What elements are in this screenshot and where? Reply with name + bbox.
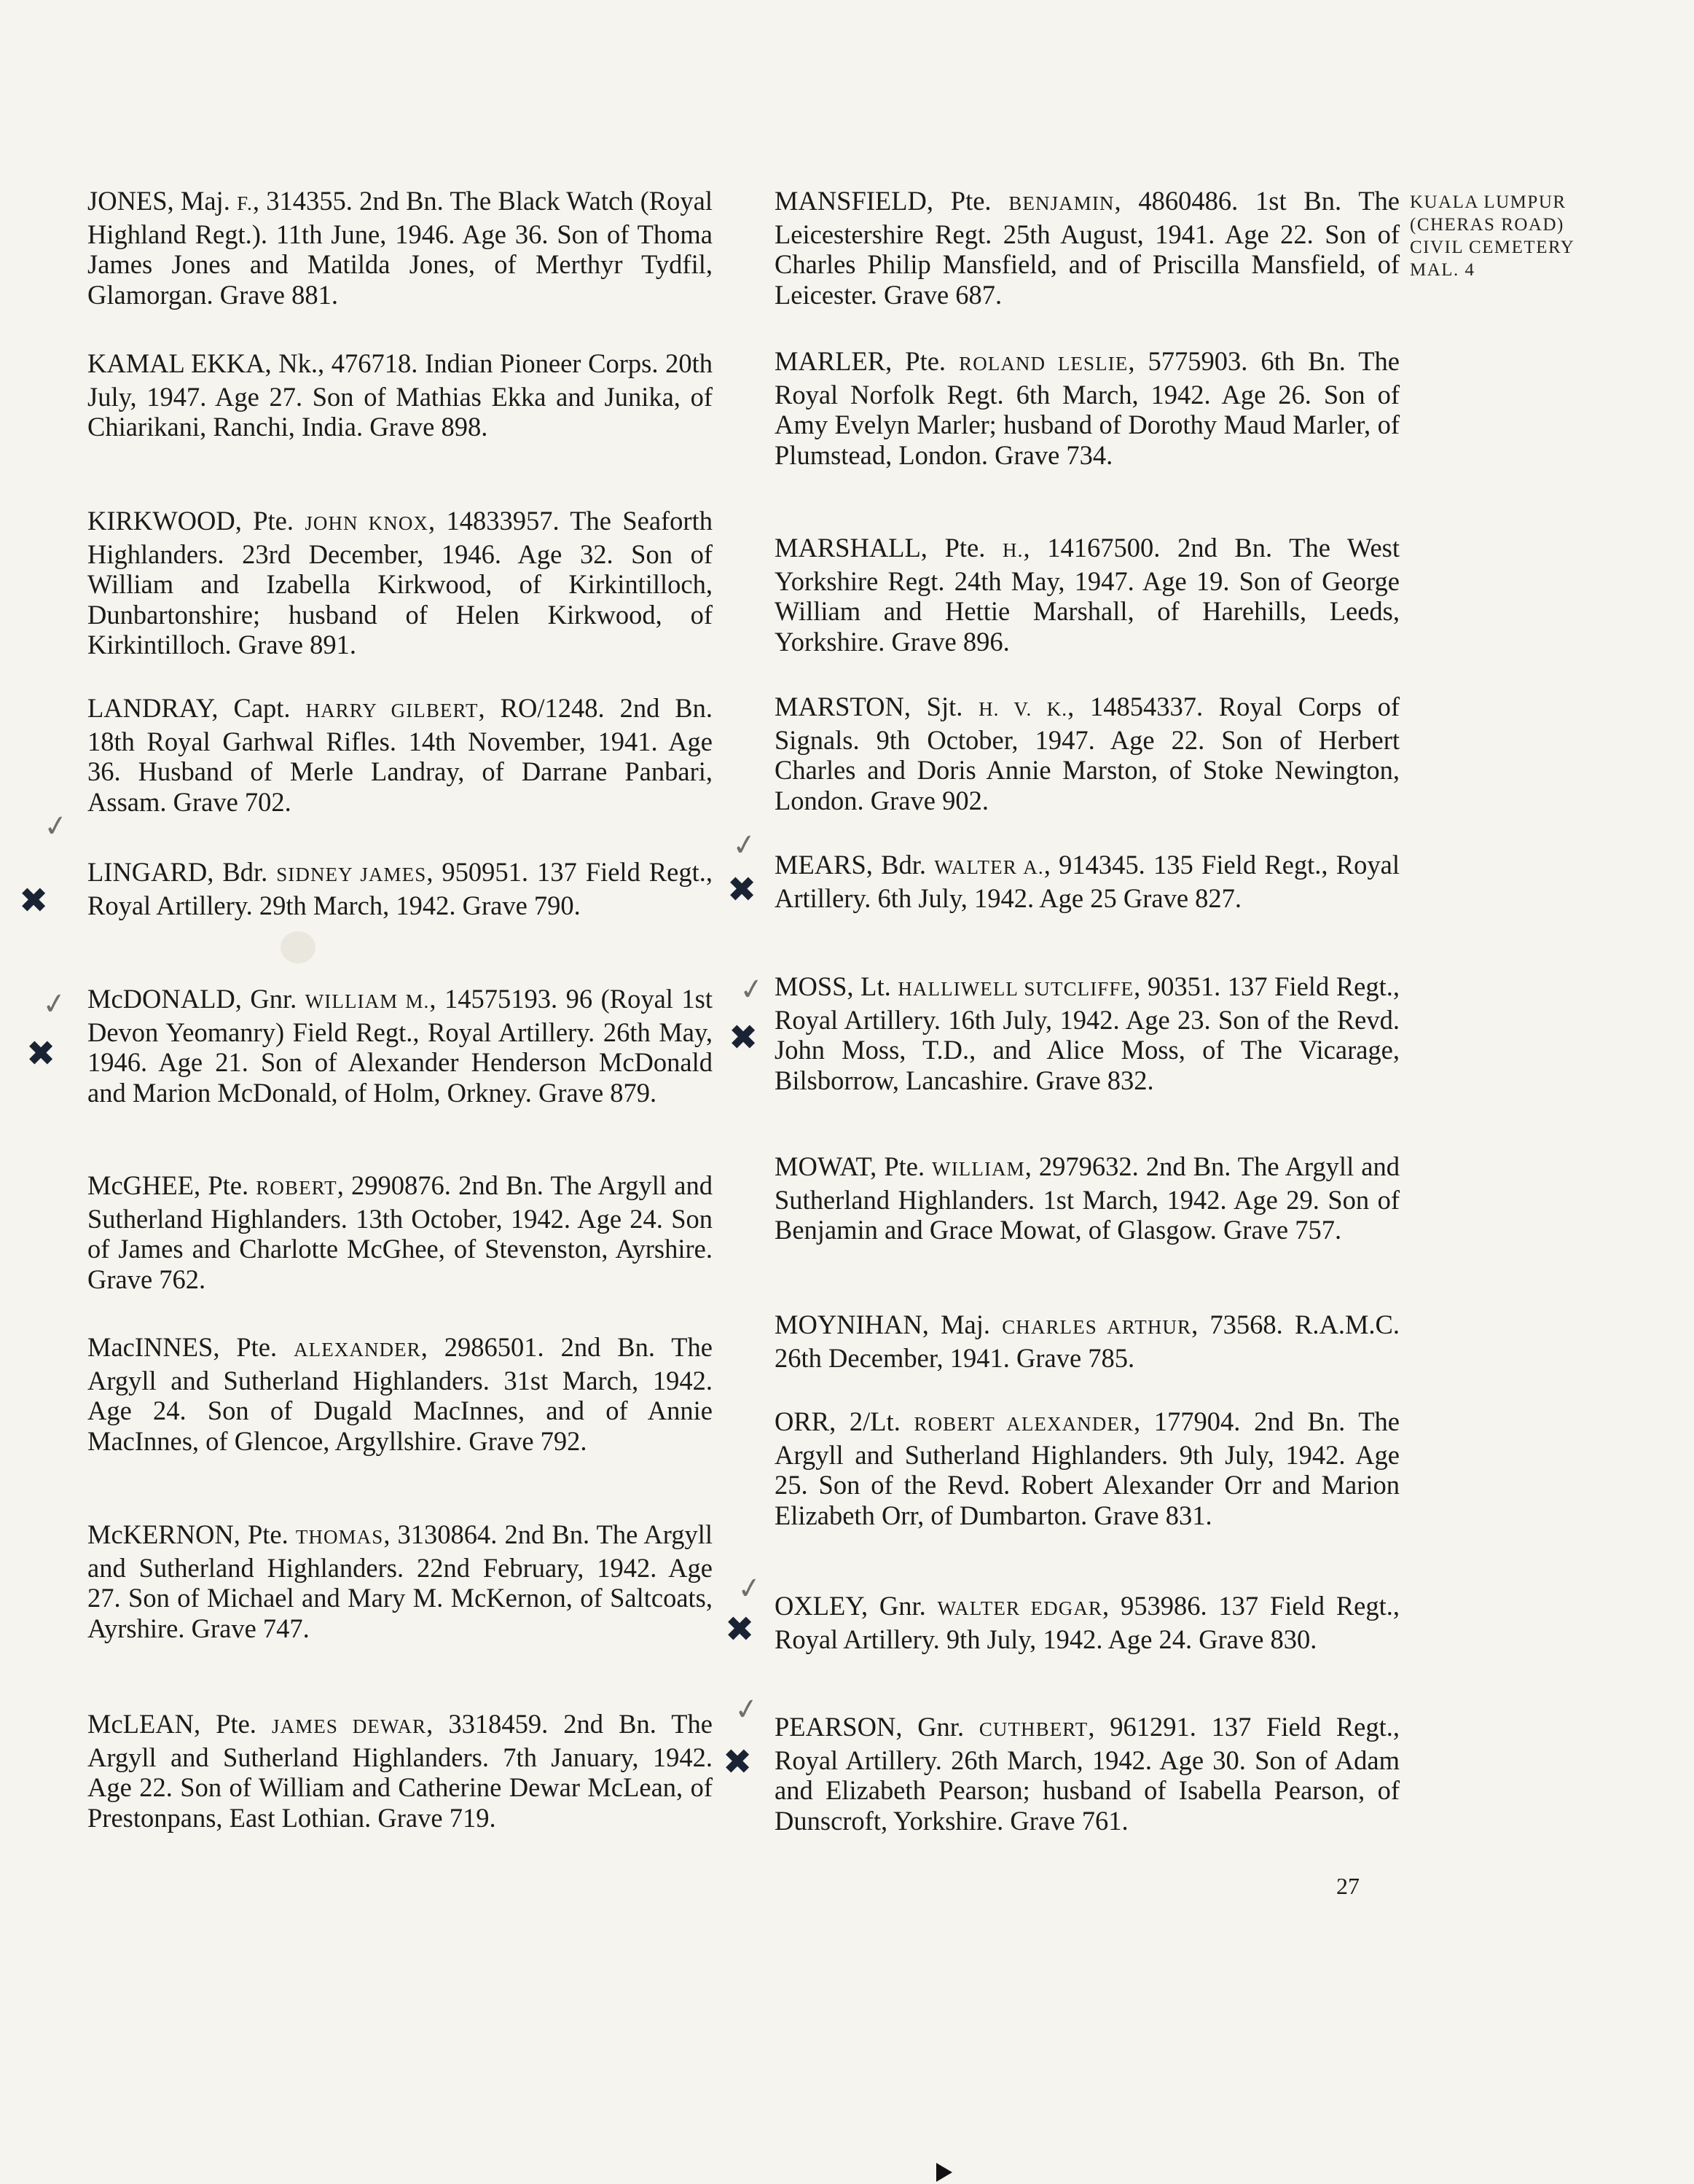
entry-rank: , Lt.	[847, 971, 898, 1001]
entry-mclean	[87, 1709, 713, 1833]
entry-mansfield	[775, 186, 1400, 310]
entry-rank: , Pte.	[193, 1709, 272, 1739]
handwritten-cross-icon: ✖	[19, 880, 49, 921]
entry-surname: MOWAT	[775, 1151, 871, 1181]
entry-forenames: H.	[1003, 539, 1024, 561]
triangle-arrow-icon	[936, 2163, 952, 2182]
entry-surname: MEARS	[775, 850, 866, 880]
entry-rank: , Pte.	[870, 1151, 933, 1181]
entry-forenames: ALEXANDER	[294, 1339, 421, 1361]
entry-macinnes	[87, 1332, 713, 1456]
entry-mowat	[775, 1151, 1400, 1245]
entry-forenames: F.	[237, 192, 253, 214]
handwritten-cross-icon: ✖	[727, 869, 757, 910]
entry-surname: MacINNES	[87, 1332, 213, 1362]
entry-details: , 476718. Indian Pioneer Corps. 20th July, 1947. Age 27. Son of Mathias Ekka and Junika, of Chiarikani, Ranchi, India. Grave 898.	[87, 348, 713, 442]
entry-surname: MOSS	[775, 971, 847, 1001]
entry-surname: McKERNON	[87, 1519, 234, 1549]
entry-details: , 3318459. 2nd Bn. The Argyll and Sutherland Highlanders. 7th January, 1942. Age 22. Son of William and Catherine Dewar McLean, of Prestonpans, East Lothian. Grave 719.	[87, 1709, 713, 1833]
entry-forenames: JAMES DEWAR	[272, 1715, 427, 1737]
entry-details: , RO/1248. 2nd Bn. 18th Royal Garhwal Rifles. 14th November, 1941. Age 36. Husband of Merle Landray, of Darrane Panbari, Assam. Grave 702.	[87, 693, 713, 817]
handwritten-cross-icon: ✖	[723, 1742, 753, 1782]
entry-surname: KAMAL EKKA	[87, 348, 265, 378]
entry-mcghee	[87, 1170, 713, 1294]
entry-rank: , Maj.	[922, 1310, 1003, 1339]
entry-moynihan	[775, 1310, 1400, 1373]
entry-details: , 5775903. 6th Bn. The Royal Norfolk Regt. 6th March, 1942. Age 26. Son of Amy Evelyn Marler; husband of Dorothy Maud Marler, of Plumstead, London. Grave 734.	[775, 346, 1400, 470]
handwritten-check-icon: ✓	[734, 1570, 764, 1608]
entry-surname: MARSTON	[775, 692, 904, 721]
handwritten-cross-icon: ✖	[729, 1017, 758, 1058]
entry-details: , 14575193. 96 (Royal 1st Devon Yeomanry) Field Regt., Royal Artillery. 26th May, 1946. Age 21. Son of Alexander Henderson McDonald and Marion McDonald, of Holm, Orkney. Grave 879.	[87, 984, 713, 1108]
entry-surname: LANDRAY	[87, 693, 212, 723]
entry-forenames: JOHN KNOX	[305, 512, 428, 534]
entry-surname: OXLEY	[775, 1591, 861, 1621]
entry-rank: , Pte.	[920, 533, 1003, 563]
entry-marler	[775, 346, 1400, 470]
entry-mcdonald	[87, 984, 713, 1108]
entry-surname: MARLER	[775, 346, 886, 376]
entry-forenames: HARRY GILBERT	[305, 700, 479, 721]
entry-details: , 953986. 137 Field Regt., Royal Artillery. 9th July, 1942. Age 24. Grave 830.	[775, 1591, 1400, 1654]
entry-forenames: H. V. K.	[979, 698, 1068, 720]
entry-rank: , Gnr.	[895, 1712, 979, 1742]
entry-rank: , Pte.	[235, 506, 305, 536]
entry-details: , 14167500. 2nd Bn. The West Yorkshire Regt. 24th May, 1947. Age 19. Son of George William and Hettie Marshall, of Harehills, Leeds, Yorkshire. Grave 896.	[775, 533, 1400, 657]
entry-details: , 4860486. 1st Bn. The Leicestershire Regt. 25th August, 1941. Age 22. Son of Charles Philip Mansfield, and of Priscilla Mansfield, of Leicester. Grave 687.	[775, 186, 1400, 310]
entry-mears	[775, 850, 1400, 913]
handwritten-cross-icon: ✖	[725, 1609, 755, 1650]
entry-lingard	[87, 857, 713, 920]
handwritten-cross-icon: ✖	[26, 1033, 56, 1074]
entry-rank: , Gnr.	[235, 984, 305, 1014]
entry-rank: , 2/Lt.	[829, 1406, 914, 1436]
entry-kamal-ekka	[87, 348, 713, 442]
entry-surname: McLEAN	[87, 1709, 194, 1739]
handwritten-check-icon: ✓	[737, 971, 766, 1009]
entry-rank: , Pte.	[213, 1332, 294, 1362]
handwritten-check-icon: ✓	[39, 985, 69, 1023]
entry-marshall	[775, 533, 1400, 657]
entry-landray	[87, 693, 713, 817]
entry-rank: , Sjt.	[903, 692, 979, 721]
entry-oxley	[775, 1591, 1400, 1654]
entry-details: , 950951. 137 Field Regt., Royal Artillery. 29th March, 1942. Grave 790.	[87, 857, 713, 920]
entry-rank: , Bdr.	[207, 857, 277, 887]
entry-forenames: WALTER EDGAR	[937, 1597, 1103, 1619]
entry-forenames: WILLIAM M.	[305, 990, 430, 1012]
entry-details: , 961291. 137 Field Regt., Royal Artillery. 26th March, 1942. Age 30. Son of Adam and Elizabeth Pearson; husband of Isabella Pearson, of Dunscroft, Yorkshire. Grave 761.	[775, 1712, 1400, 1836]
entry-surname: KIRKWOOD	[87, 506, 235, 536]
entry-rank: , Pte.	[926, 186, 1009, 216]
entry-details: , 2986501. 2nd Bn. The Argyll and Sutherland Highlanders. 31st March, 1942. Age 24. Son of Dugald MacInnes, and of Annie MacInnes, of Glencoe, Argyllshire. Grave 792.	[87, 1332, 713, 1456]
entry-rank: , Pte.	[885, 346, 960, 376]
entry-forenames: CHARLES ARTHUR	[1002, 1316, 1192, 1338]
entry-details: , 2979632. 2nd Bn. The Argyll and Sutherland Highlanders. 1st March, 1942. Age 29. Son of Benjamin and Grace Mowat, of Glasgow. Grave 757.	[775, 1151, 1400, 1245]
entry-details: , 14833957. The Seaforth Highlanders. 23rd December, 1946. Age 32. Son of William and Izabella Kirkwood, of Kirkintilloch, Dunbartonshire; husband of Helen Kirkwood, of Kirkintilloch. Grave 891.	[87, 506, 713, 659]
entry-pearson	[775, 1712, 1400, 1836]
paper-smudge	[281, 931, 315, 963]
entry-surname: McGHEE	[87, 1170, 194, 1200]
entry-forenames: BENJAMIN	[1008, 192, 1115, 214]
entry-surname: ORR	[775, 1406, 830, 1436]
entry-kirkwood	[87, 506, 713, 660]
entry-details: , 90351. 137 Field Regt., Royal Artillery. 16th July, 1942. Age 23. Son of the Revd. John Moss, T.D., and Alice Moss, of The Vicarage, Bilsborrow, Lancashire. Grave 832.	[775, 971, 1400, 1095]
entry-surname: MANSFIELD	[775, 186, 927, 216]
entry-details: , 177904. 2nd Bn. The Argyll and Sutherland Highlanders. 9th July, 1942. Age 25. Son of the Revd. Robert Alexander Orr and Marion Elizabeth Orr, of Dumbarton. Grave 831.	[775, 1406, 1400, 1530]
entry-jones	[87, 186, 713, 310]
entry-rank: , Gnr.	[860, 1591, 938, 1621]
entry-mckernon	[87, 1519, 713, 1643]
cemetery-location-label	[1410, 191, 1575, 281]
location-line: MAL. 4	[1410, 260, 1475, 280]
entry-forenames: ROBERT ALEXANDER	[914, 1413, 1134, 1435]
entry-forenames: SIDNEY JAMES	[276, 864, 427, 885]
entry-details: , 73568. R.A.M.C. 26th December, 1941. Grave 785.	[775, 1310, 1400, 1373]
entry-details: , 314355. 2nd Bn. The Black Watch (Royal Highland Regt.). 11th June, 1946. Age 36. Son of Thoma James Jones and Matilda Jones, of Merthyr Tydfil, Glamorgan. Grave 881.	[87, 186, 713, 310]
entry-forenames: ROLAND LESLIE	[959, 353, 1129, 375]
handwritten-check-icon: ✓	[732, 1691, 761, 1729]
entry-rank: , Pte.	[233, 1519, 296, 1549]
entry-details: , 914345. 135 Field Regt., Royal Artillery. 6th July, 1942. Age 25 Grave 827.	[775, 850, 1400, 913]
entry-forenames: WILLIAM	[932, 1158, 1025, 1180]
entry-surname: MARSHALL	[775, 533, 921, 563]
location-line: (CHERAS ROAD)	[1410, 215, 1564, 235]
handwritten-check-icon: ✓	[729, 826, 759, 864]
entry-rank: , Pte.	[193, 1170, 256, 1200]
entry-moss	[775, 971, 1400, 1095]
entry-surname: LINGARD	[87, 857, 208, 887]
entry-forenames: ROBERT	[256, 1177, 337, 1199]
entry-details: , 2990876. 2nd Bn. The Argyll and Sutherland Highlanders. 13th October, 1942. Age 24. Son of James and Charlotte McGhee, of Stevenston, Ayrshire. Grave 762.	[87, 1170, 713, 1294]
entry-surname: MOYNIHAN	[775, 1310, 922, 1339]
location-line: CIVIL CEMETERY	[1410, 238, 1575, 257]
entry-marston	[775, 692, 1400, 815]
entry-forenames: WALTER A.	[934, 856, 1044, 878]
entry-rank: , Nk.	[264, 348, 318, 378]
entry-forenames: THOMAS	[295, 1526, 384, 1548]
location-line: KUALA LUMPUR	[1410, 192, 1566, 212]
entry-orr	[775, 1406, 1400, 1530]
handwritten-check-icon: ✓	[41, 807, 71, 845]
entry-surname: McDONALD	[87, 984, 235, 1014]
entry-rank: , Maj.	[167, 186, 238, 216]
entry-surname: PEARSON	[775, 1712, 896, 1742]
entry-details: , 14854337. Royal Corps of Signals. 9th October, 1947. Age 22. Son of Herbert Charles and Doris Annie Marston, of Stoke Newington, London. Grave 902.	[775, 692, 1400, 815]
entry-surname: JONES	[87, 186, 168, 216]
entry-rank: , Bdr.	[866, 850, 935, 880]
entry-details: , 3130864. 2nd Bn. The Argyll and Sutherland Highlanders. 22nd February, 1942. Age 27. Son of Michael and Mary M. McKernon, of Saltcoats, Ayrshire. Grave 747.	[87, 1519, 713, 1643]
page-number: 27	[1336, 1873, 1360, 1899]
entry-forenames: HALLIWELL SUTCLIFFE	[898, 978, 1134, 1000]
entry-rank: , Capt.	[211, 693, 306, 723]
entry-forenames: CUTHBERT	[979, 1718, 1089, 1740]
